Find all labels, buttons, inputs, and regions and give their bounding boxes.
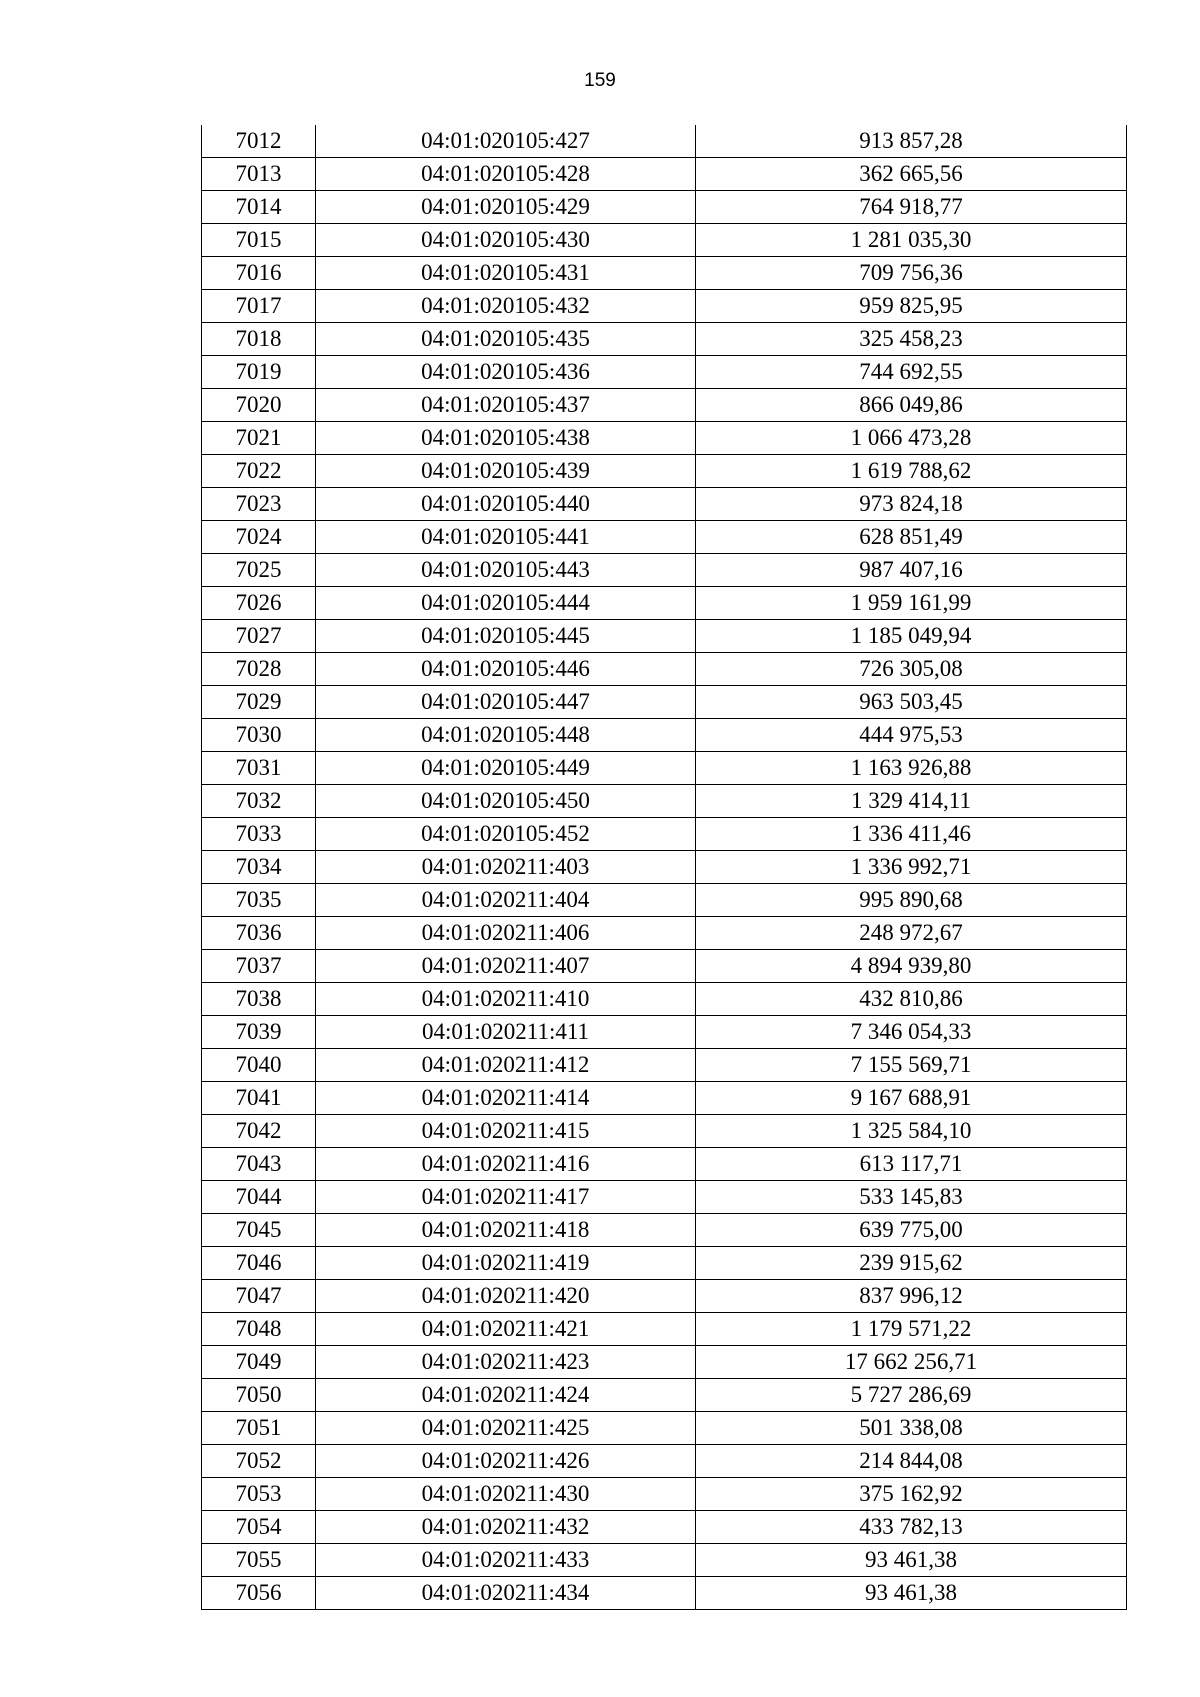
value-cell: 432 810,86 <box>696 983 1127 1016</box>
row-number-cell: 7054 <box>202 1511 316 1544</box>
table-row <box>202 620 1127 653</box>
value-cell: 726 305,08 <box>696 653 1127 686</box>
table-row <box>202 1346 1127 1379</box>
value-cell: 501 338,08 <box>696 1412 1127 1445</box>
value-cell: 1 185 049,94 <box>696 620 1127 653</box>
cadastral-number-cell: 04:01:020105:428 <box>316 158 696 191</box>
cadastral-number-cell: 04:01:020105:443 <box>316 554 696 587</box>
table-row <box>202 422 1127 455</box>
row-number-cell: 7017 <box>202 290 316 323</box>
cadastral-number-cell: 04:01:020211:423 <box>316 1346 696 1379</box>
row-number-cell: 7013 <box>202 158 316 191</box>
row-number-cell: 7048 <box>202 1313 316 1346</box>
table-row <box>202 521 1127 554</box>
table-row <box>202 1478 1127 1511</box>
value-cell: 214 844,08 <box>696 1445 1127 1478</box>
table-row <box>202 389 1127 422</box>
cadastral-number-cell: 04:01:020105:446 <box>316 653 696 686</box>
cadastral-number-cell: 04:01:020105:447 <box>316 686 696 719</box>
value-cell: 913 857,28 <box>696 125 1127 158</box>
value-cell: 1 619 788,62 <box>696 455 1127 488</box>
row-number-cell: 7029 <box>202 686 316 719</box>
table-body <box>202 125 1127 1610</box>
cadastral-number-cell: 04:01:020105:432 <box>316 290 696 323</box>
table-row <box>202 1115 1127 1148</box>
value-cell: 628 851,49 <box>696 521 1127 554</box>
value-cell: 9 167 688,91 <box>696 1082 1127 1115</box>
value-cell: 963 503,45 <box>696 686 1127 719</box>
cadastral-number-cell: 04:01:020211:430 <box>316 1478 696 1511</box>
cadastral-number-cell: 04:01:020211:404 <box>316 884 696 917</box>
cadastral-number-cell: 04:01:020105:448 <box>316 719 696 752</box>
row-number-cell: 7037 <box>202 950 316 983</box>
row-number-cell: 7015 <box>202 224 316 257</box>
data-table <box>201 125 1127 1610</box>
cadastral-number-cell: 04:01:020211:418 <box>316 1214 696 1247</box>
row-number-cell: 7043 <box>202 1148 316 1181</box>
cadastral-number-cell: 04:01:020105:450 <box>316 785 696 818</box>
value-cell: 764 918,77 <box>696 191 1127 224</box>
value-cell: 1 336 992,71 <box>696 851 1127 884</box>
table-row <box>202 488 1127 521</box>
value-cell: 433 782,13 <box>696 1511 1127 1544</box>
table-row <box>202 1412 1127 1445</box>
cadastral-number-cell: 04:01:020105:431 <box>316 257 696 290</box>
value-cell: 744 692,55 <box>696 356 1127 389</box>
cadastral-number-cell: 04:01:020211:407 <box>316 950 696 983</box>
row-number-cell: 7034 <box>202 851 316 884</box>
row-number-cell: 7026 <box>202 587 316 620</box>
value-cell: 533 145,83 <box>696 1181 1127 1214</box>
table-row <box>202 1280 1127 1313</box>
cadastral-number-cell: 04:01:020105:427 <box>316 125 696 158</box>
value-cell: 444 975,53 <box>696 719 1127 752</box>
row-number-cell: 7049 <box>202 1346 316 1379</box>
value-cell: 613 117,71 <box>696 1148 1127 1181</box>
row-number-cell: 7028 <box>202 653 316 686</box>
table-row <box>202 653 1127 686</box>
cadastral-number-cell: 04:01:020105:444 <box>316 587 696 620</box>
row-number-cell: 7025 <box>202 554 316 587</box>
value-cell: 1 066 473,28 <box>696 422 1127 455</box>
cadastral-number-cell: 04:01:020211:406 <box>316 917 696 950</box>
table-row <box>202 1214 1127 1247</box>
value-cell: 1 281 035,30 <box>696 224 1127 257</box>
table-row <box>202 785 1127 818</box>
cadastral-number-cell: 04:01:020105:430 <box>316 224 696 257</box>
table-row <box>202 1577 1127 1610</box>
value-cell: 709 756,36 <box>696 257 1127 290</box>
cadastral-number-cell: 04:01:020105:440 <box>316 488 696 521</box>
cadastral-number-cell: 04:01:020211:411 <box>316 1016 696 1049</box>
table-row <box>202 851 1127 884</box>
row-number-cell: 7016 <box>202 257 316 290</box>
cadastral-number-cell: 04:01:020211:426 <box>316 1445 696 1478</box>
row-number-cell: 7012 <box>202 125 316 158</box>
cadastral-number-cell: 04:01:020105:435 <box>316 323 696 356</box>
row-number-cell: 7044 <box>202 1181 316 1214</box>
table-row <box>202 1016 1127 1049</box>
row-number-cell: 7021 <box>202 422 316 455</box>
row-number-cell: 7018 <box>202 323 316 356</box>
value-cell: 4 894 939,80 <box>696 950 1127 983</box>
value-cell: 375 162,92 <box>696 1478 1127 1511</box>
table-row <box>202 1148 1127 1181</box>
cadastral-number-cell: 04:01:020105:439 <box>316 455 696 488</box>
cadastral-number-cell: 04:01:020105:445 <box>316 620 696 653</box>
value-cell: 248 972,67 <box>696 917 1127 950</box>
row-number-cell: 7046 <box>202 1247 316 1280</box>
row-number-cell: 7023 <box>202 488 316 521</box>
row-number-cell: 7052 <box>202 1445 316 1478</box>
row-number-cell: 7051 <box>202 1412 316 1445</box>
row-number-cell: 7020 <box>202 389 316 422</box>
value-cell: 837 996,12 <box>696 1280 1127 1313</box>
value-cell: 325 458,23 <box>696 323 1127 356</box>
row-number-cell: 7033 <box>202 818 316 851</box>
table-row <box>202 191 1127 224</box>
value-cell: 639 775,00 <box>696 1214 1127 1247</box>
row-number-cell: 7019 <box>202 356 316 389</box>
table-row <box>202 323 1127 356</box>
table-row <box>202 1511 1127 1544</box>
table-row <box>202 224 1127 257</box>
table-row <box>202 752 1127 785</box>
row-number-cell: 7032 <box>202 785 316 818</box>
row-number-cell: 7042 <box>202 1115 316 1148</box>
row-number-cell: 7050 <box>202 1379 316 1412</box>
cadastral-number-cell: 04:01:020211:416 <box>316 1148 696 1181</box>
cadastral-number-cell: 04:01:020211:432 <box>316 1511 696 1544</box>
value-cell: 239 915,62 <box>696 1247 1127 1280</box>
row-number-cell: 7024 <box>202 521 316 554</box>
value-cell: 866 049,86 <box>696 389 1127 422</box>
cadastral-number-cell: 04:01:020211:410 <box>316 983 696 1016</box>
value-cell: 987 407,16 <box>696 554 1127 587</box>
cadastral-number-cell: 04:01:020105:438 <box>316 422 696 455</box>
row-number-cell: 7031 <box>202 752 316 785</box>
value-cell: 93 461,38 <box>696 1544 1127 1577</box>
cadastral-number-cell: 04:01:020211:414 <box>316 1082 696 1115</box>
value-cell: 959 825,95 <box>696 290 1127 323</box>
cadastral-number-cell: 04:01:020105:449 <box>316 752 696 785</box>
row-number-cell: 7055 <box>202 1544 316 1577</box>
table-row <box>202 917 1127 950</box>
cadastral-number-cell: 04:01:020211:421 <box>316 1313 696 1346</box>
cadastral-number-cell: 04:01:020105:436 <box>316 356 696 389</box>
cadastral-number-cell: 04:01:020211:419 <box>316 1247 696 1280</box>
table-row <box>202 455 1127 488</box>
row-number-cell: 7041 <box>202 1082 316 1115</box>
value-cell: 1 959 161,99 <box>696 587 1127 620</box>
table-row <box>202 554 1127 587</box>
table-row <box>202 1082 1127 1115</box>
table-row <box>202 1313 1127 1346</box>
row-number-cell: 7038 <box>202 983 316 1016</box>
row-number-cell: 7053 <box>202 1478 316 1511</box>
value-cell: 1 179 571,22 <box>696 1313 1127 1346</box>
row-number-cell: 7027 <box>202 620 316 653</box>
cadastral-number-cell: 04:01:020105:441 <box>316 521 696 554</box>
row-number-cell: 7056 <box>202 1577 316 1610</box>
value-cell: 995 890,68 <box>696 884 1127 917</box>
row-number-cell: 7045 <box>202 1214 316 1247</box>
table-row <box>202 686 1127 719</box>
table-row <box>202 719 1127 752</box>
table-row <box>202 356 1127 389</box>
row-number-cell: 7035 <box>202 884 316 917</box>
table-row <box>202 818 1127 851</box>
row-number-cell: 7014 <box>202 191 316 224</box>
cadastral-number-cell: 04:01:020211:433 <box>316 1544 696 1577</box>
value-cell: 1 329 414,11 <box>696 785 1127 818</box>
cadastral-number-cell: 04:01:020105:429 <box>316 191 696 224</box>
table-row <box>202 1247 1127 1280</box>
row-number-cell: 7030 <box>202 719 316 752</box>
table-row <box>202 950 1127 983</box>
table-row <box>202 1049 1127 1082</box>
row-number-cell: 7047 <box>202 1280 316 1313</box>
cadastral-number-cell: 04:01:020211:415 <box>316 1115 696 1148</box>
cadastral-number-cell: 04:01:020105:452 <box>316 818 696 851</box>
table-row <box>202 587 1127 620</box>
row-number-cell: 7036 <box>202 917 316 950</box>
row-number-cell: 7040 <box>202 1049 316 1082</box>
table-row <box>202 1544 1127 1577</box>
value-cell: 7 155 569,71 <box>696 1049 1127 1082</box>
value-cell: 93 461,38 <box>696 1577 1127 1610</box>
row-number-cell: 7022 <box>202 455 316 488</box>
table-row <box>202 884 1127 917</box>
row-number-cell: 7039 <box>202 1016 316 1049</box>
table-row <box>202 983 1127 1016</box>
table-row <box>202 1445 1127 1478</box>
value-cell: 7 346 054,33 <box>696 1016 1127 1049</box>
value-cell: 1 325 584,10 <box>696 1115 1127 1148</box>
table-row <box>202 290 1127 323</box>
value-cell: 973 824,18 <box>696 488 1127 521</box>
cadastral-number-cell: 04:01:020211:412 <box>316 1049 696 1082</box>
value-cell: 5 727 286,69 <box>696 1379 1127 1412</box>
value-cell: 362 665,56 <box>696 158 1127 191</box>
table-row <box>202 257 1127 290</box>
value-cell: 17 662 256,71 <box>696 1346 1127 1379</box>
page-number: 159 <box>584 70 616 91</box>
cadastral-number-cell: 04:01:020105:437 <box>316 389 696 422</box>
table-row <box>202 1379 1127 1412</box>
cadastral-number-cell: 04:01:020211:417 <box>316 1181 696 1214</box>
cadastral-number-cell: 04:01:020211:420 <box>316 1280 696 1313</box>
table-row <box>202 1181 1127 1214</box>
cadastral-number-cell: 04:01:020211:403 <box>316 851 696 884</box>
cadastral-number-cell: 04:01:020211:424 <box>316 1379 696 1412</box>
value-cell: 1 336 411,46 <box>696 818 1127 851</box>
table-row <box>202 125 1127 158</box>
cadastral-number-cell: 04:01:020211:434 <box>316 1577 696 1610</box>
table-row <box>202 158 1127 191</box>
value-cell: 1 163 926,88 <box>696 752 1127 785</box>
cadastral-number-cell: 04:01:020211:425 <box>316 1412 696 1445</box>
